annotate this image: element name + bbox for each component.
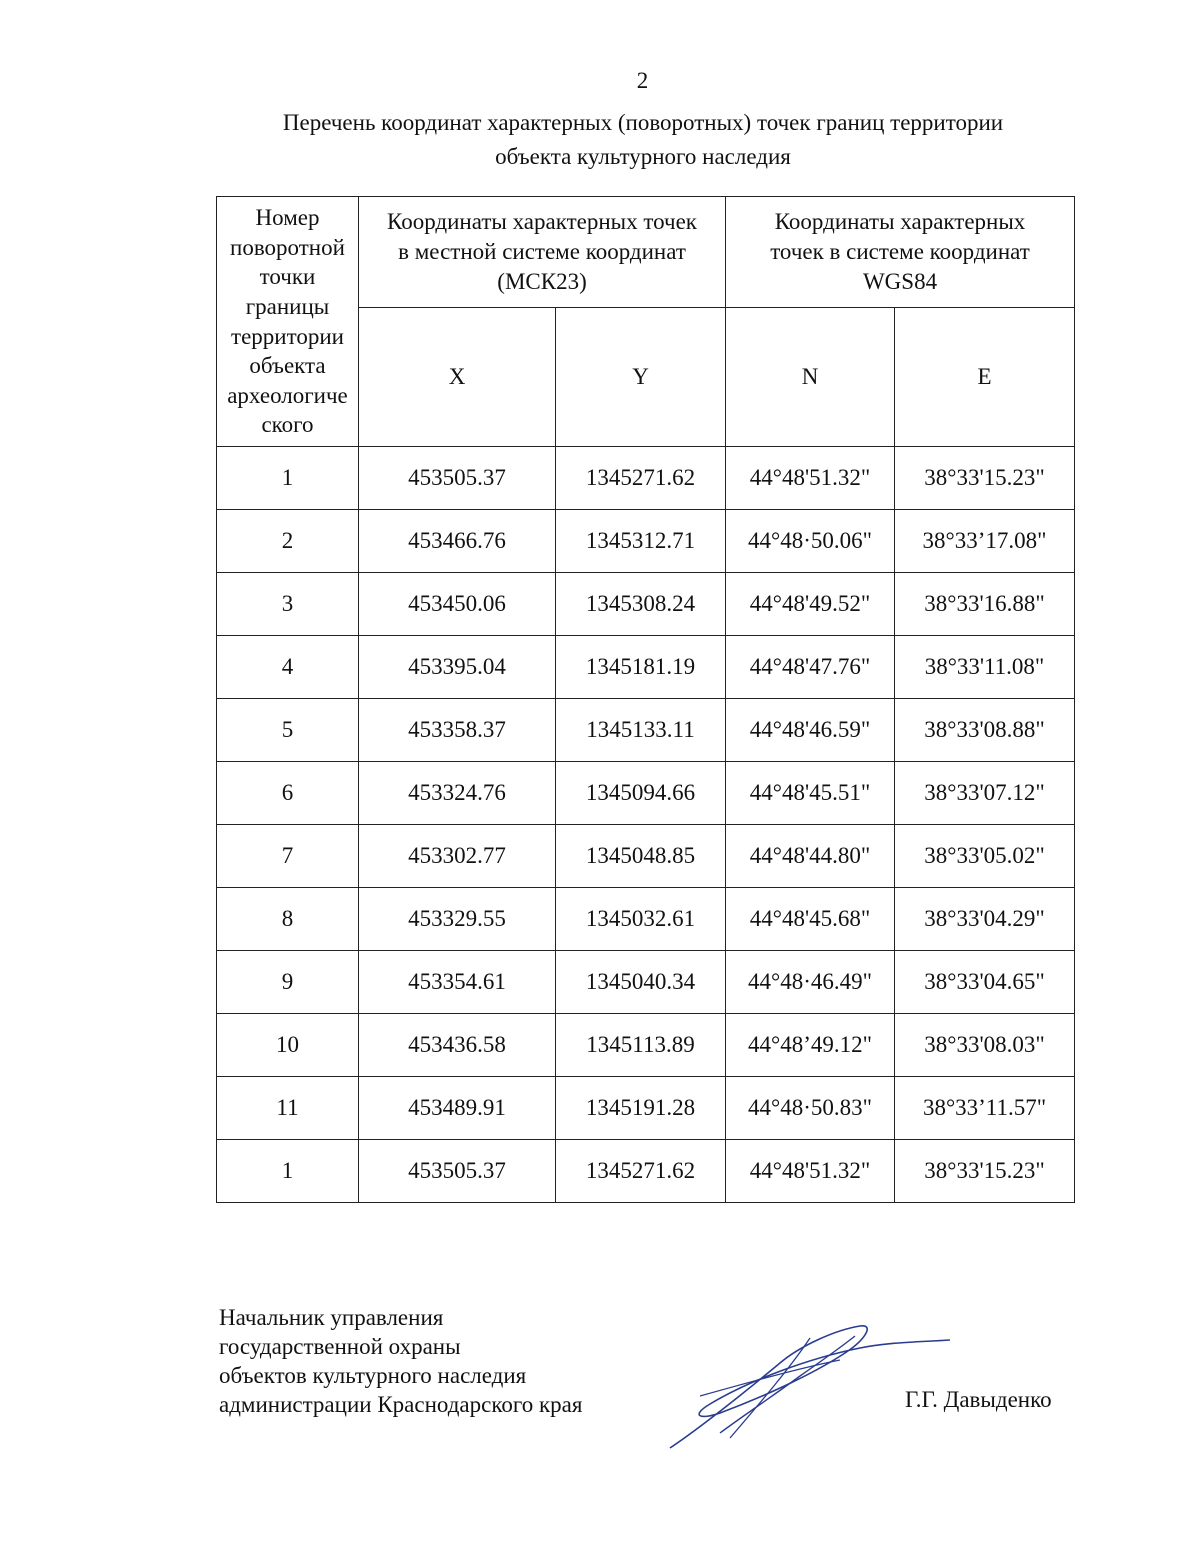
cell-x: 453329.55 <box>359 888 556 951</box>
cell-e: 38°33'15.23" <box>895 447 1075 510</box>
cell-x: 453324.76 <box>359 762 556 825</box>
cell-y: 1345133.11 <box>556 699 726 762</box>
cell-point-number: 1 <box>217 1140 359 1203</box>
cell-y: 1345040.34 <box>556 951 726 1014</box>
position-line-1: Начальник управления <box>219 1305 444 1330</box>
header-point-line: ского <box>261 412 314 438</box>
header-local-line: в местной системе координат <box>398 239 686 264</box>
header-point-line: границы <box>245 293 330 319</box>
position-line-3: объектов культурного наследия <box>219 1363 527 1388</box>
header-point-line: археологиче <box>227 382 348 408</box>
table-row <box>217 1014 1075 1077</box>
cell-x: 453466.76 <box>359 510 556 573</box>
cell-x: 453505.37 <box>359 1140 556 1203</box>
cell-n: 44°48'51.32" <box>726 1140 895 1203</box>
cell-n: 44°48'49.52" <box>726 573 895 636</box>
table-row <box>217 447 1075 510</box>
cell-n: 44°48'51.32" <box>726 447 895 510</box>
header-point-line: территории <box>231 323 344 349</box>
cell-x: 453505.37 <box>359 447 556 510</box>
coordinates-table <box>216 196 1075 1203</box>
table-row <box>217 510 1075 573</box>
cell-point-number: 10 <box>217 1014 359 1077</box>
cell-n: 44°48’49.12" <box>726 1014 895 1077</box>
cell-y: 1345181.19 <box>556 636 726 699</box>
title-line-1: Перечень координат характерных (поворотных) точек границ территории <box>282 110 1004 135</box>
cell-point-number: 5 <box>217 699 359 762</box>
cell-n: 44°48'46.59" <box>726 699 895 762</box>
cell-y: 1345271.62 <box>556 1140 726 1203</box>
cell-y: 1345094.66 <box>556 762 726 825</box>
table-row <box>217 1140 1075 1203</box>
title-line-2: объекта культурного наследия <box>495 144 791 169</box>
cell-e: 38°33’11.57" <box>895 1077 1075 1140</box>
cell-n: 44°48'47.76" <box>726 636 895 699</box>
cell-x: 453436.58 <box>359 1014 556 1077</box>
cell-n: 44°48·50.06" <box>726 510 895 573</box>
document-title <box>228 106 1058 174</box>
cell-x: 453358.37 <box>359 699 556 762</box>
signer-name: Г.Г. Давыденко <box>905 1387 1052 1412</box>
header-point-line: Номер <box>255 205 320 231</box>
header-local-line: Координаты характерных точек <box>387 209 697 234</box>
page-number: 2 <box>636 68 649 93</box>
cell-x: 453489.91 <box>359 1077 556 1140</box>
position-line-2: государственной охраны <box>219 1334 461 1359</box>
cell-point-number: 4 <box>217 636 359 699</box>
cell-e: 38°33'16.88" <box>895 573 1075 636</box>
cell-point-number: 6 <box>217 762 359 825</box>
header-local-line: (МСК23) <box>497 269 587 294</box>
cell-point-number: 1 <box>217 447 359 510</box>
cell-n: 44°48'45.51" <box>726 762 895 825</box>
table-row <box>217 1077 1075 1140</box>
cell-n: 44°48'45.68" <box>726 888 895 951</box>
cell-y: 1345312.71 <box>556 510 726 573</box>
cell-y: 1345032.61 <box>556 888 726 951</box>
table-row <box>217 825 1075 888</box>
cell-point-number: 9 <box>217 951 359 1014</box>
table-row <box>217 951 1075 1014</box>
table-row <box>217 699 1075 762</box>
table-row <box>217 573 1075 636</box>
cell-x: 453395.04 <box>359 636 556 699</box>
cell-e: 38°33'05.02" <box>895 825 1075 888</box>
header-y: Y <box>556 308 726 447</box>
header-point-line: объекта <box>249 353 326 379</box>
cell-point-number: 3 <box>217 573 359 636</box>
header-n: N <box>726 308 895 447</box>
position-line-4: администрации Краснодарского края <box>219 1392 583 1417</box>
cell-y: 1345271.62 <box>556 447 726 510</box>
cell-n: 44°48·50.83" <box>726 1077 895 1140</box>
signatory-position <box>219 1303 582 1419</box>
header-wgs-line: WGS84 <box>862 269 938 294</box>
table-row <box>217 636 1075 699</box>
cell-e: 38°33'08.03" <box>895 1014 1075 1077</box>
cell-point-number: 7 <box>217 825 359 888</box>
cell-e: 38°33'08.88" <box>895 699 1075 762</box>
cell-point-number: 2 <box>217 510 359 573</box>
cell-e: 38°33'07.12" <box>895 762 1075 825</box>
cell-e: 38°33'04.65" <box>895 951 1075 1014</box>
cell-y: 1345048.85 <box>556 825 726 888</box>
cell-e: 38°33’17.08" <box>895 510 1075 573</box>
cell-e: 38°33'11.08" <box>895 636 1075 699</box>
header-x: X <box>359 308 556 447</box>
cell-x: 453354.61 <box>359 951 556 1014</box>
cell-n: 44°48·46.49" <box>726 951 895 1014</box>
cell-e: 38°33'04.29" <box>895 888 1075 951</box>
cell-y: 1345113.89 <box>556 1014 726 1077</box>
table-row <box>217 762 1075 825</box>
header-point-line: точки <box>259 264 316 290</box>
table-row <box>217 888 1075 951</box>
header-local-coordinates <box>359 197 726 308</box>
cell-e: 38°33'15.23" <box>895 1140 1075 1203</box>
header-wgs-line: Координаты характерных <box>774 209 1026 234</box>
cell-n: 44°48'44.80" <box>726 825 895 888</box>
header-wgs-line: точек в системе координат <box>770 239 1030 264</box>
cell-point-number: 8 <box>217 888 359 951</box>
cell-y: 1345308.24 <box>556 573 726 636</box>
header-point-line: поворотной <box>230 234 345 260</box>
header-wgs84-coordinates <box>726 197 1075 308</box>
header-e: E <box>895 308 1075 447</box>
header-point-number <box>217 197 359 447</box>
cell-point-number: 11 <box>217 1077 359 1140</box>
cell-x: 453302.77 <box>359 825 556 888</box>
cell-y: 1345191.28 <box>556 1077 726 1140</box>
cell-x: 453450.06 <box>359 573 556 636</box>
